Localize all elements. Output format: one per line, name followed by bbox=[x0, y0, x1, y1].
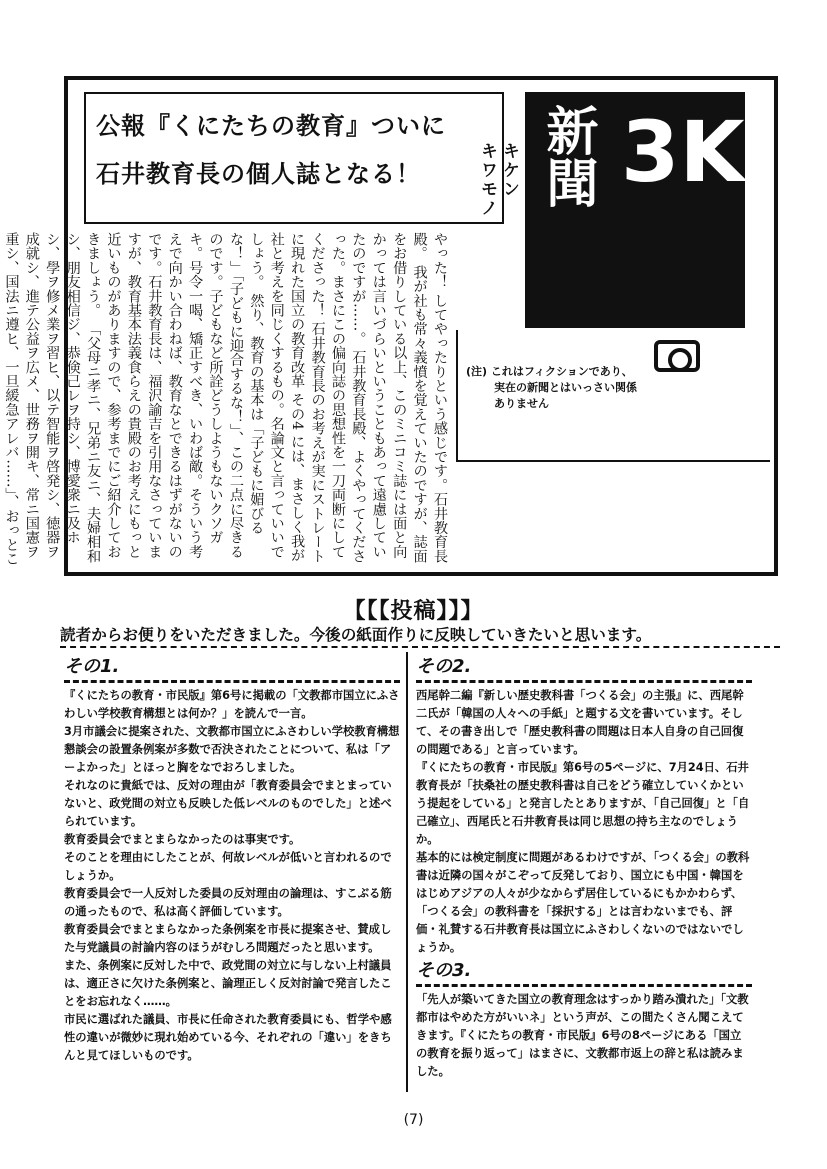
submission-2-paragraph: 基本的には検定制度に問題があるわけですが、「つくる会」の教科書は近隣の国々がこぞって反発しており、国立にも中国・韓国をはじめアジアの人々が少なからず居住しているにもかかわらず、「つくる会」の教科書を「採択する」とは言わないまでも、評価・礼賛する石井教育長は国立にふさわしくないのではないでしょうか。 bbox=[416, 851, 750, 954]
submission-2-paragraph: 西尾幹二編『新しい歴史教科書「つくる会」の主張』に、西尾幹二氏が「韓国の人々への手紙」と題する文を書いています。そして、その書き出しで「歴史教科書の問題は日本人自身の自己回復の問題である」と言っています。 bbox=[416, 689, 744, 756]
submission-1-paragraph: 市民に選ばれた議員、市長に任命された教育委員にも、哲学や感性の違いが微妙に現れ始めている今、それぞれの「違い」をきちんと見てほしいものです。 bbox=[64, 1013, 392, 1062]
submission-1-paragraph: それなのに貴紙では、反対の理由が「教育委員会でまとまっていないと、政党間の対立も反映した低レベルのものでした」と述べられています。 bbox=[64, 779, 392, 828]
submission-3-paragraph: 「先人が築いてきた国立の教育理念はすっかり踏み潰れた」「文教都市はやめた方がいいネ」という声が、この間たくさん聞こえてきます。『くにたちの教育・市民版』6号の8ページにある「国立の教育を振り返って」はまさに、文教都市返上の辞と私は読みました。 bbox=[416, 993, 749, 1078]
submissions-title: 【【【投稿】】】 bbox=[343, 599, 484, 624]
kiku-word-3: キワモノ bbox=[477, 142, 497, 218]
disclaimer-line-3: ありません bbox=[494, 397, 549, 410]
headline-line-2: 石井教育長の個人誌となる！ bbox=[96, 159, 421, 188]
submission-1-paragraph: 教育委員会でまとまらなかった条例案を市長に提案させ、賛成した与党議員の討論内容のほうがむしろ問題だったと思います。 bbox=[64, 923, 392, 954]
submission-2-heading: その2. bbox=[416, 654, 752, 683]
submission-2-paragraph: 『くにたちの教育・市民版』第6号の5ページに、7月24日、石井教育長が「扶桑社の歴史教科書は自己をどう確立していくかという提起をしている」と発言したとありますが、「自己回復」と「自己確立」、西尾氏と石井教育長は同じ思想の持ち主なのでしょうか。 bbox=[416, 761, 750, 846]
submission-1-paragraph: そのことを理由にしたことが、何故レベルが低いと言われるのでしょうか。 bbox=[64, 851, 392, 882]
logo-kanji: 新聞 bbox=[537, 104, 597, 208]
feature-article-box bbox=[3, 76, 778, 576]
submission-1 bbox=[64, 654, 400, 1065]
submission-3-heading: その3. bbox=[416, 958, 752, 987]
submission-1-paragraph: 教育委員会で一人反対した委員の反対理由の論理は、すこぶる筋の通ったもので、私は高く評価しています。 bbox=[64, 887, 392, 918]
disclaimer bbox=[466, 364, 766, 412]
kiku-word-2: キケン bbox=[499, 142, 519, 199]
3k-newspaper-logo bbox=[525, 92, 745, 328]
submission-1-paragraph: また、条例案に反対した中で、政党間の対立に与しない上村議員は、適正さに欠けた条例案と、論理正しく反対討論で発言したことをお忘れなく……。 bbox=[64, 959, 392, 1008]
submission-1-paragraph: 教育委員会でまとまらなかったのは事実です。 bbox=[64, 833, 301, 846]
submission-1-paragraph: 3月市議会に提案された、文教都市国立にふさわしい学校教育構想懇談会の設置条例案が多数で否決されたことについて、私は「アーよかった」とほっと胸をなでおろしました。 bbox=[64, 725, 400, 774]
headline bbox=[84, 92, 504, 224]
submission-2 bbox=[416, 654, 752, 957]
article-text: やった！ してやったりという感じです。石井教育長殿。 我が社も常々義憤を覚えていたのですが、誌面をお借りしている以上、このミニコミ誌には面と向かっては言いづらいということもあって遠慮していたのですが……。 石井教育長殿、よくやってくださった。まさにこの偏向誌の思想性を一刀両断にしてくださった！ 石井教育長のお考えが実にストレートに現れた国立の教育改革 その4 には、まさしく我が社と考えを同じくするもの。名論文と言っていいでしょう。 然り、教育の基本は「子どもに媚びるな！」「子どもに迎合するな！」、この二点に尽きるのです。子どもなど所詮どうしようもないクソガキ。号令一喝、矯正すべき、いわば敵。そういう考えで向かい合わねば、教育なとできるはずがないのです。石井教育長は、福沢諭吉を引用なさっていますが、教育基本法義食らえの貴殿のお考えにもっと近いものがありますので、参考までにご紹介しておきましょう。 「父母ニ孝ニ、兄弟ニ友ニ、夫婦相和シ、朋友相信ジ、恭倹己レヲ持シ、博愛衆ニ及ホシ、學ヲ修メ業ヲ習ヒ、以テ智能ヲ啓発シ、徳器ヲ成就シ、進テ公益ヲ広メ、世務ヲ開キ、常ニ国憲ヲ重シ、国法ニ遵ヒ、一旦緩急アレバ……」、おっとこ bbox=[3, 232, 448, 566]
column-divider bbox=[406, 652, 408, 1092]
disclaimer-line-1: (注) これはフィクションであり、 bbox=[466, 365, 633, 378]
headline-line-1: 公報『くにたちの教育』ついに bbox=[96, 111, 446, 140]
logo-3k: 3K bbox=[621, 103, 745, 201]
page-number: (7) bbox=[403, 1112, 424, 1128]
submission-1-heading: その1. bbox=[64, 654, 400, 683]
submissions-subtitle: 読者からお便りをいただきました。今後の紙面作りに反映していきたいと思います。 bbox=[60, 624, 780, 648]
submission-1-paragraph: 『くにたちの教育・市民版』第6号に掲載の「文教都市国立にふさわしい学校教育構想とは何か？」を読んで一言。 bbox=[64, 689, 400, 720]
divider-horizontal bbox=[456, 460, 770, 462]
divider-vertical bbox=[456, 330, 458, 460]
article-body bbox=[3, 232, 450, 568]
submission-3 bbox=[416, 958, 752, 1081]
disclaimer-line-2: 実在の新聞とはいっさい関係 bbox=[494, 381, 637, 394]
